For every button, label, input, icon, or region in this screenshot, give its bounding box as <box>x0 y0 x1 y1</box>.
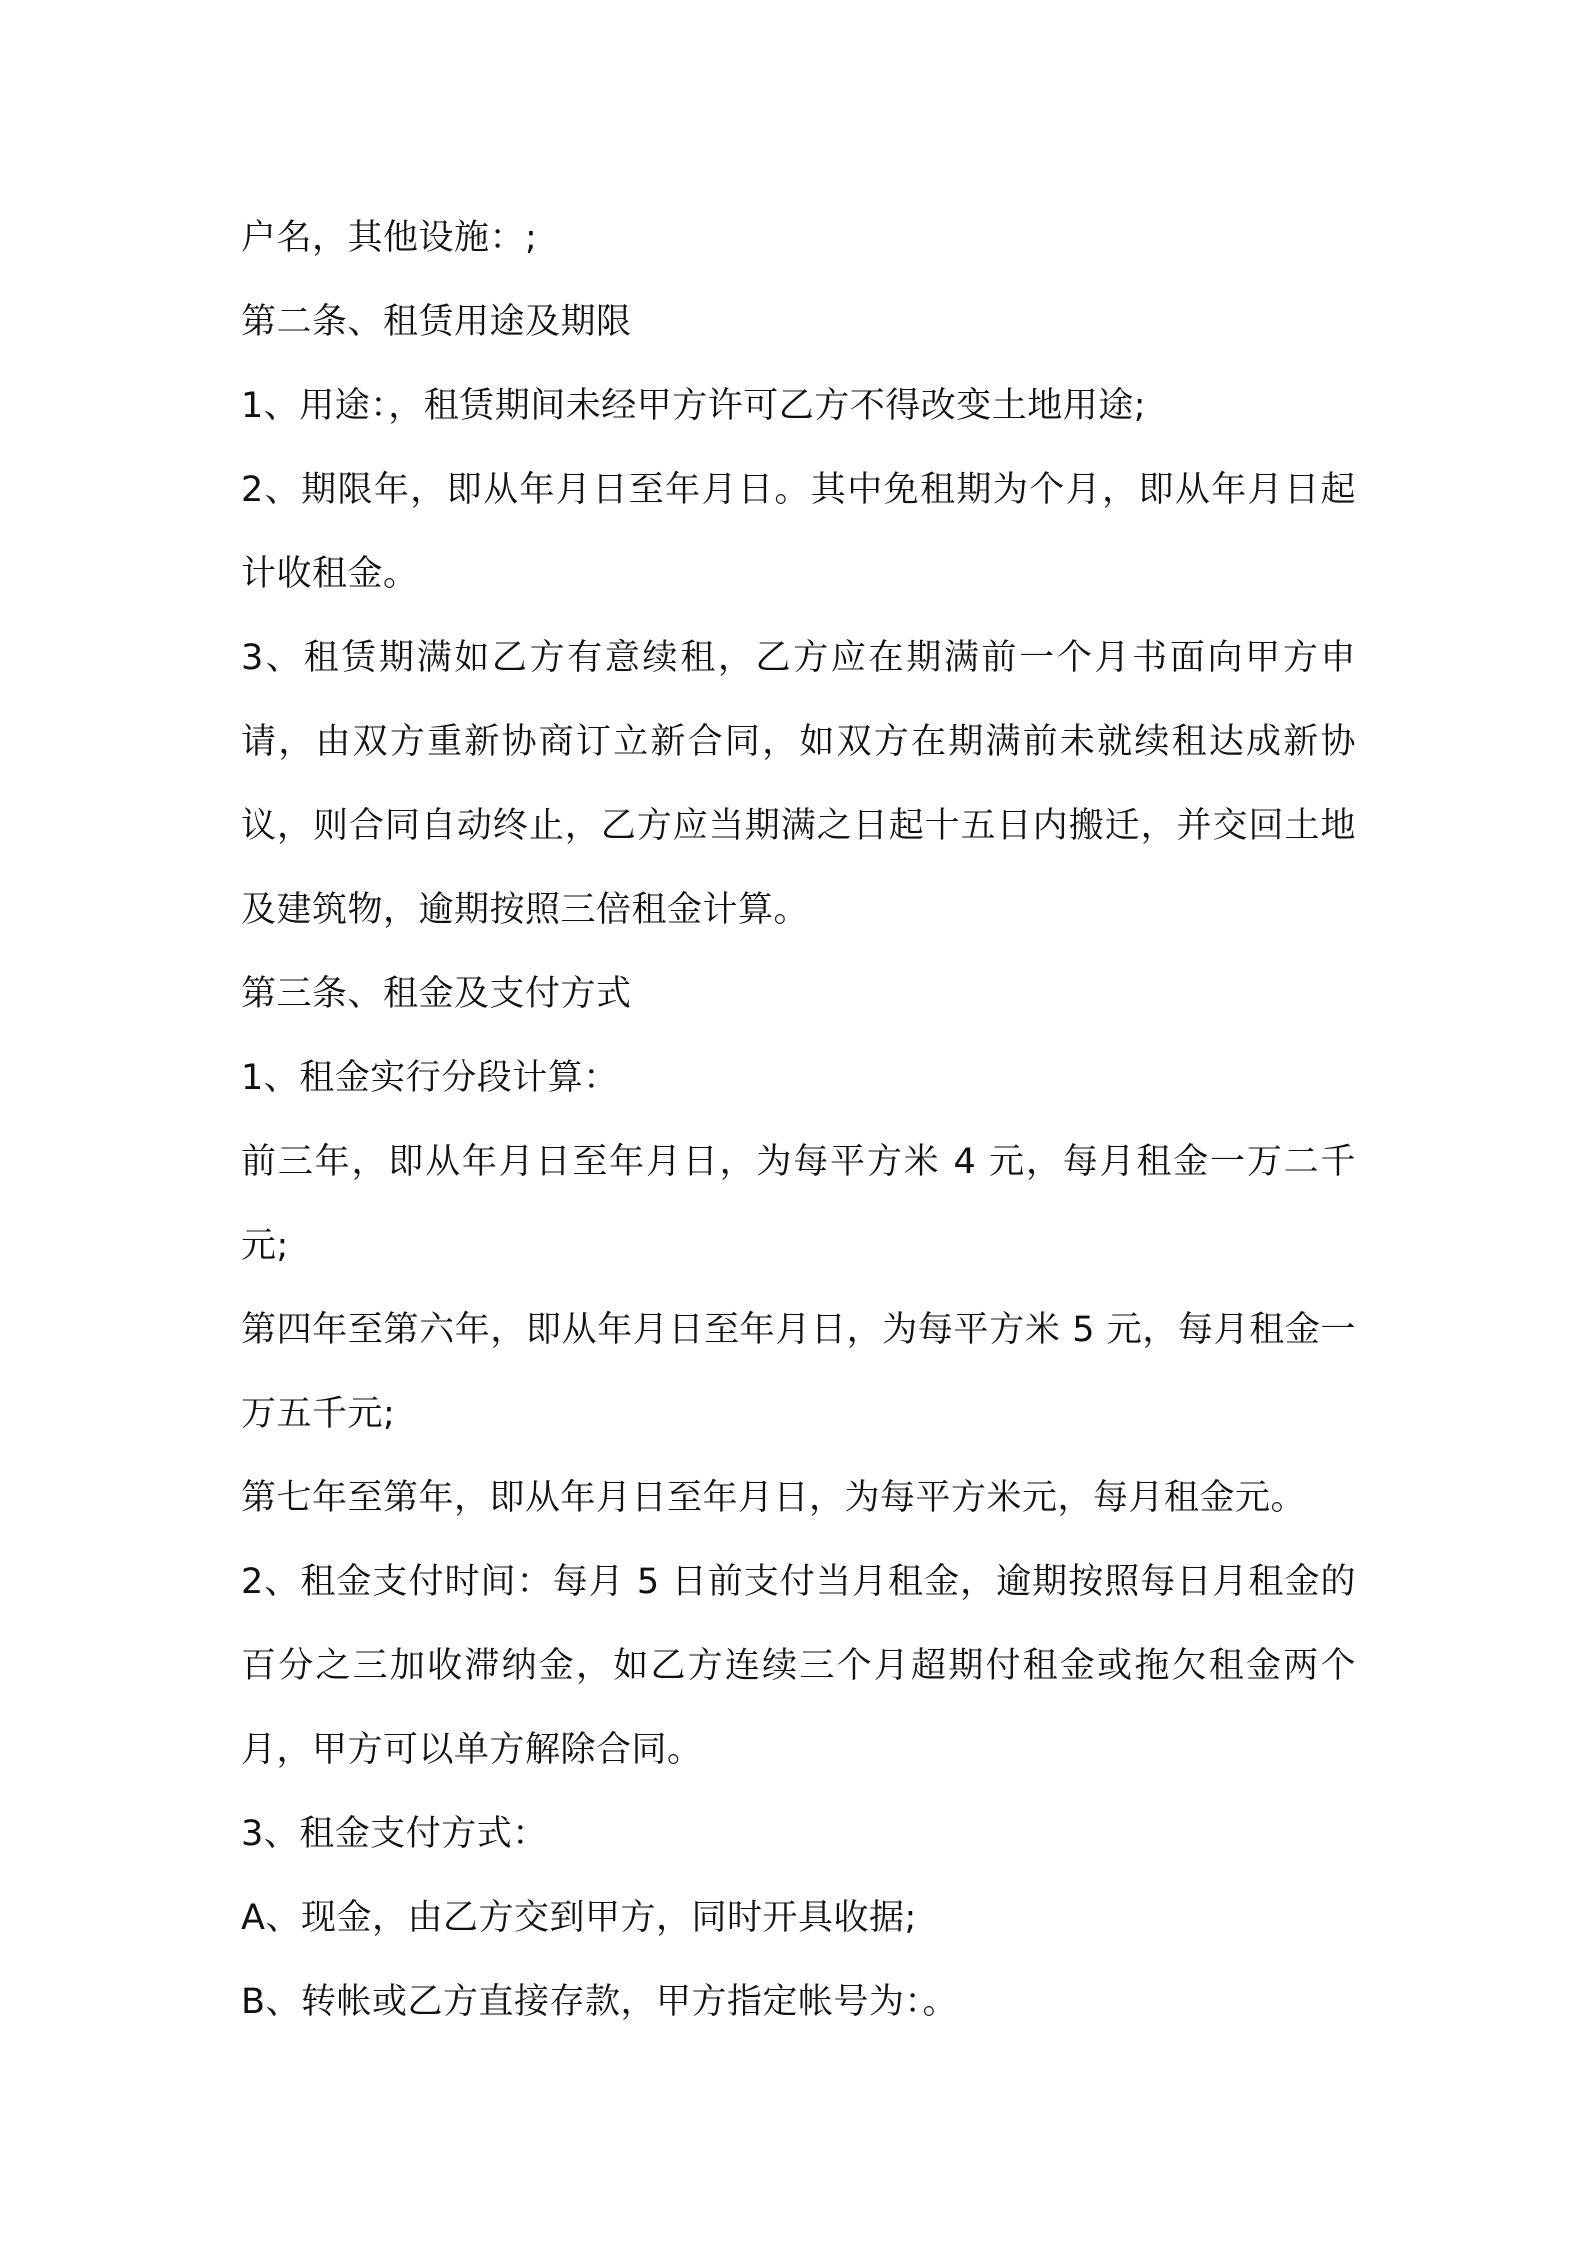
paragraph-rent-years-4-6: 第四年至第六年，即从年月日至年月日，为每平方米 5 元，每月租金一万五千元; <box>241 1310 1356 1434</box>
paragraph-payment-cash: A、现金，由乙方交到甲方，同时开具收据; <box>241 1898 917 1938</box>
paragraph-renewal: 3、租赁期满如乙方有意续租，乙方应在期满前一个月书面向甲方申请，由双方重新协商订立新合同，如双方在期满前未就续租达成新协议，则合同自动终止，乙方应当期满之日起十五日内搬迁，并交回土地及建筑物，逾期按照三倍租金计算。 <box>241 638 1356 930</box>
paragraph-term: 2、期限年，即从年月日至年月日。其中免租期为个月，即从年月日起计收租金。 <box>241 470 1356 594</box>
paragraph-rent-years-7-plus: 第七年至第年，即从年月日至年月日，为每平方米元，每月租金元。 <box>241 1478 1307 1518</box>
paragraph-rent-calculation: 1、租金实行分段计算： <box>241 1058 619 1098</box>
paragraph-payment-method: 3、租金支付方式： <box>241 1814 548 1854</box>
paragraph-rent-years-1-3: 前三年，即从年月日至年月日，为每平方米 4 元，每月租金一万二千元; <box>241 1142 1356 1266</box>
paragraph-account-name: 户名，其他设施：; <box>241 218 538 258</box>
paragraph-usage: 1、用途：，租赁期间未经甲方许可乙方不得改变土地用途; <box>241 386 1147 426</box>
heading-article-3: 第三条、租金及支付方式 <box>241 974 632 1014</box>
paragraph-payment-time: 2、租金支付时间：每月 5 日前支付当月租金，逾期按照每日月租金的百分之三加收滞纳金，如乙方连续三个月超期付租金或拖欠租金两个月，甲方可以单方解除合同。 <box>241 1562 1356 1770</box>
document-body <box>241 196 1356 2044</box>
paragraph-payment-transfer: B、转帐或乙方直接存款，甲方指定帐号为：。 <box>241 1982 959 2022</box>
heading-article-2: 第二条、租赁用途及期限 <box>241 302 632 342</box>
